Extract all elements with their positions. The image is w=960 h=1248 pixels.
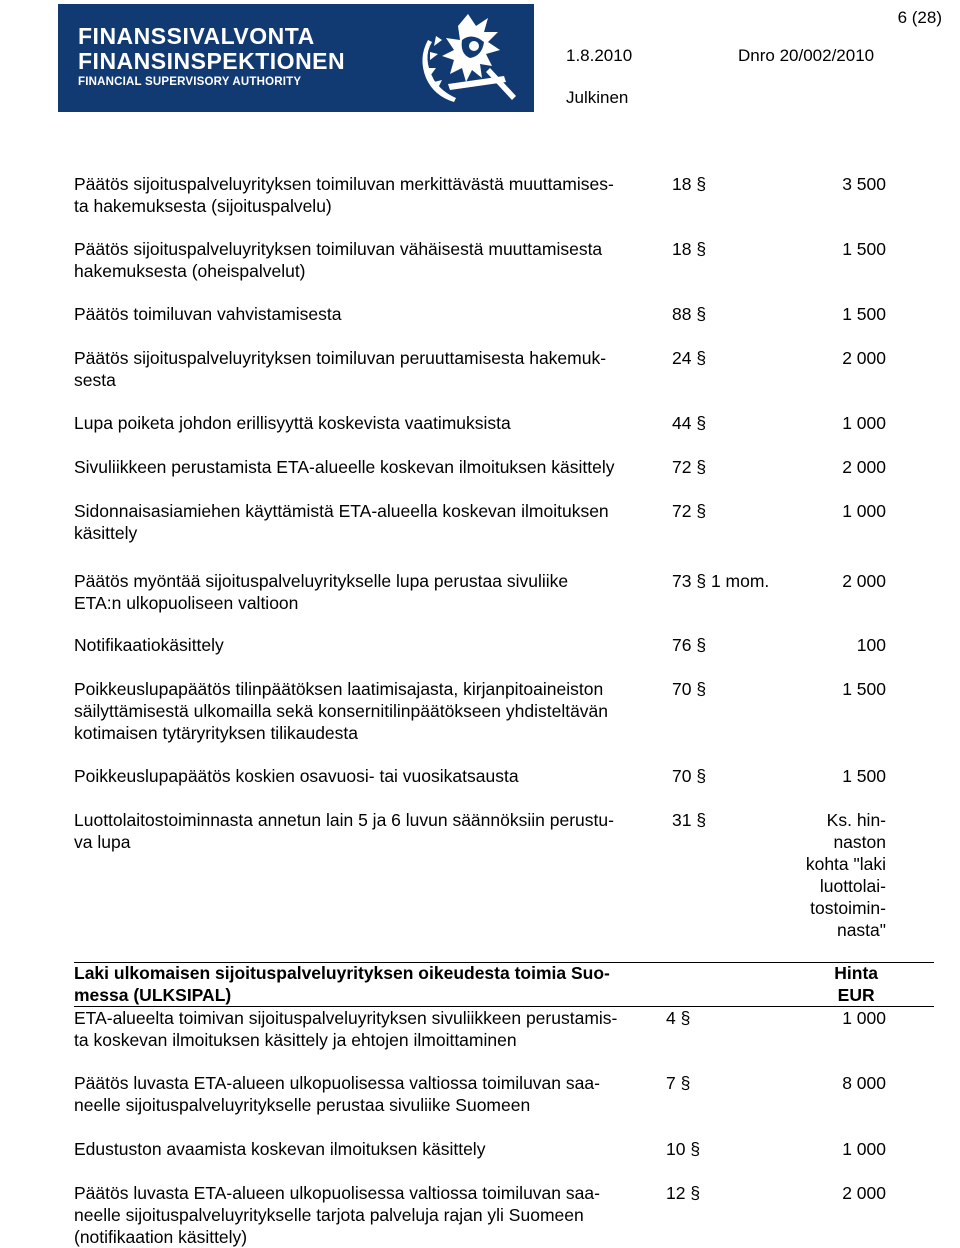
fee-description: Edustuston avaamista koskevan ilmoituksen käsittely (74, 1139, 486, 1159)
section-sign: § (696, 766, 707, 786)
fee-amount: 2 000 (842, 571, 886, 591)
fee-description: Sivuliikkeen perustamista ETA-alueelle koskevan ilmoituksen käsittely (74, 457, 615, 477)
section-number: 72 (672, 501, 692, 521)
fee-description: Päätös sijoituspalveluyrityksen toimiluvan peruuttamisesta hakemuk- sesta (74, 348, 607, 390)
section-sign: § (696, 810, 707, 830)
section-number: 88 (672, 304, 692, 324)
section-sign: § (696, 413, 707, 433)
fee-description: Päätös luvasta ETA-alueen ulkopuolisessa valtiossa toimiluvan saa- neelle sijoituspalveluyritykselle perustaa sivuliike Suomeen (74, 1073, 600, 1115)
section-sign: § (696, 501, 707, 521)
fee-amount: 100 (856, 635, 886, 655)
section-number: 70 (672, 679, 692, 699)
section-number: 10 (666, 1139, 686, 1159)
section-reference (672, 347, 706, 369)
lion-crest-icon (418, 6, 528, 110)
section-reference (666, 1182, 700, 1204)
fee-description: Sidonnaisasiamiehen käyttämistä ETA-alueella koskevan ilmoituksen käsittely (74, 501, 609, 543)
section-moment: 1 mom. (710, 571, 770, 591)
section-sign: § (680, 1073, 691, 1093)
section-sign: § (696, 635, 707, 655)
section-reference (672, 500, 706, 522)
logo-wordmark (78, 24, 345, 90)
fee-amount: 1 000 (842, 413, 886, 433)
section-title: Laki ulkomaisen sijoituspalveluyrityksen oikeudesta toimia Suo- messa (ULKSIPAL) (74, 963, 610, 1005)
fee-amount: 1 000 (842, 1139, 886, 1159)
fee-description: Päätös luvasta ETA-alueen ulkopuolisessa valtiossa toimiluvan saa- neelle sijoituspalveluyritykselle tarjota palveluja rajan yli Suomeen (notifikaation käsittely) (74, 1183, 600, 1247)
fee-amount: 2 000 (842, 457, 886, 477)
fee-amount: 2 000 (842, 1183, 886, 1203)
fee-description: Päätös sijoituspalveluyrityksen toimiluvan merkittävästä muuttamises- ta hakemuksesta (sijoituspalvelu) (74, 174, 614, 216)
section-sign: § (696, 348, 707, 368)
fee-description: Päätös sijoituspalveluyrityksen toimiluvan vähäisestä muuttamisesta hakemuksesta (oheispalvelut) (74, 239, 603, 281)
document-reference-number: Dnro 20/002/2010 (738, 46, 875, 65)
section-number: 7 (666, 1073, 676, 1093)
section-number: 44 (672, 413, 692, 433)
fee-amount: 3 500 (842, 174, 886, 194)
section-sign: § (696, 679, 707, 699)
section-sign: § (696, 457, 707, 477)
section-number: 18 (672, 174, 692, 194)
fee-amount: 1 000 (842, 501, 886, 521)
fee-description: Notifikaatiokäsittely (74, 635, 224, 655)
section-number: 4 (666, 1008, 676, 1028)
section-reference (672, 809, 706, 831)
section-reference (666, 1138, 700, 1160)
fee-amount: 1 000 (842, 1008, 886, 1028)
fee-amount: 1 500 (842, 239, 886, 259)
document-date: 1.8.2010 (566, 46, 633, 65)
section-reference (672, 456, 706, 478)
fee-amount: 2 000 (842, 348, 886, 368)
section-number: 72 (672, 457, 692, 477)
section-number: 24 (672, 348, 692, 368)
section-reference (672, 678, 706, 700)
section-sign: § (690, 1139, 701, 1159)
fee-description: Poikkeuslupapäätös koskien osavuosi- tai vuosikatsausta (74, 766, 519, 786)
section-number: 76 (672, 635, 692, 655)
section-reference (672, 634, 706, 656)
fee-amount: 8 000 (842, 1073, 886, 1093)
section-number: 70 (672, 766, 692, 786)
section-reference (672, 173, 706, 195)
fee-description: Poikkeuslupapäätös tilinpäätöksen laatimisajasta, kirjanpitoaineiston säilyttämisestä ulkomailla sekä konsernitilinpäätökseen yhdisteltävän kotimaisen tytäryrityksen tilikaudesta (74, 679, 609, 743)
section-number: 18 (672, 239, 692, 259)
section-reference (672, 412, 706, 434)
section-sign: § (690, 1183, 701, 1203)
section-number: 12 (666, 1183, 686, 1203)
section-reference (672, 303, 706, 325)
page-number: 6 (28) (897, 8, 942, 27)
section-reference (672, 238, 706, 260)
fee-description: Päätös myöntää sijoituspalveluyritykselle lupa perustaa sivuliike ETA:n ulkopuoliseen valtioon (74, 571, 569, 613)
section-reference (666, 1072, 690, 1094)
fee-description: ETA-alueelta toimivan sijoituspalveluyrityksen sivuliikkeen perustamis- ta koskevan ilmoituksen käsittely ja ehtojen ilmoittaminen (74, 1008, 618, 1050)
authority-logo (58, 4, 534, 112)
section-reference (666, 1007, 690, 1029)
price-column-header: Hinta EUR (834, 963, 878, 1005)
section-sign: § (696, 571, 707, 591)
section-sign: § (696, 304, 707, 324)
fee-amount: 1 500 (842, 766, 886, 786)
section-number: 31 (672, 810, 692, 830)
section-reference (672, 570, 769, 592)
logo-line-2: FINANSINSPEKTIONEN (78, 48, 346, 74)
logo-line-3: FINANCIAL SUPERVISORY AUTHORITY (78, 76, 302, 88)
fee-description: Luottolaitostoiminnasta annetun lain 5 ja 6 luvun säännöksiin perustu- va lupa (74, 810, 614, 852)
fee-amount: Ks. hin- naston kohta "laki luottolai- tostoimin- nasta" (805, 810, 886, 940)
section-number: 73 (672, 571, 692, 591)
document-classification: Julkinen (566, 88, 629, 107)
section-sign: § (696, 239, 707, 259)
logo-line-1: FINANSSIVALVONTA (78, 23, 315, 49)
fee-description: Lupa poiketa johdon erillisyyttä koskevista vaatimuksista (74, 413, 511, 433)
section-sign: § (696, 174, 707, 194)
section-sign: § (680, 1008, 691, 1028)
section-reference (672, 765, 706, 787)
fee-amount: 1 500 (842, 304, 886, 324)
fee-amount: 1 500 (842, 679, 886, 699)
fee-description: Päätös toimiluvan vahvistamisesta (74, 304, 342, 324)
